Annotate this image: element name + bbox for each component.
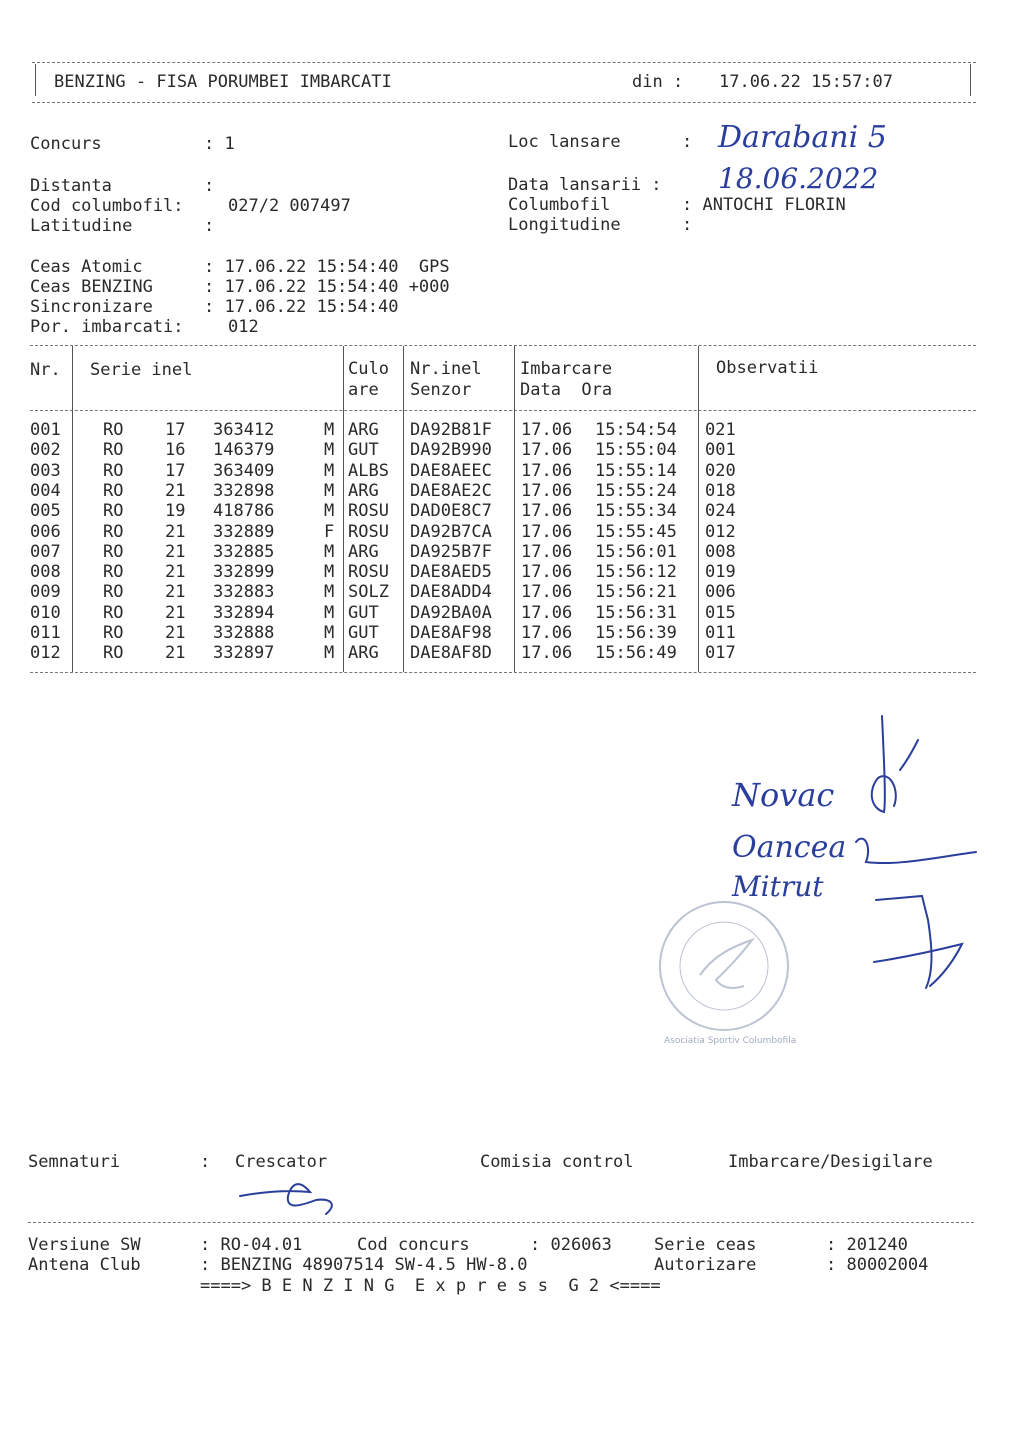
- row-obs: 020: [705, 460, 736, 481]
- row-culoare: SOLZ: [348, 582, 389, 603]
- ceas-benzing-value: : 17.06.22 15:54:40 +000: [204, 277, 450, 297]
- row-nr: 012: [30, 643, 61, 664]
- th-imbarcare-1: Imbarcare: [520, 359, 613, 379]
- loc-lansare-sep: :: [682, 132, 693, 152]
- row-inel: 363412: [213, 420, 275, 440]
- row-sex: M: [324, 460, 335, 481]
- row-obs: 008: [705, 541, 736, 562]
- row-ora: 15:55:14: [595, 460, 677, 481]
- th-observatii: Observatii: [716, 358, 819, 378]
- row-inel: 332883: [213, 582, 275, 603]
- dove-icon: [700, 940, 752, 988]
- row-an: 17: [165, 420, 186, 440]
- autorizare-label: Autorizare: [654, 1255, 757, 1275]
- handwritten-name-mitrut: Mitrut: [732, 870, 824, 903]
- row-culoare: ARG: [348, 480, 379, 501]
- columbofil-value: : ANTOCHI FLORIN: [682, 195, 846, 215]
- row-an: 21: [165, 582, 186, 603]
- row-inel: 332899: [213, 562, 275, 583]
- row-culoare: ARG: [348, 643, 379, 664]
- semnaturi-sep: :: [200, 1152, 211, 1172]
- th-serie-inel: Serie inel: [90, 360, 193, 380]
- row-sex: M: [324, 440, 335, 461]
- cod-concurs-value: : 026063: [530, 1235, 612, 1255]
- row-nr: 006: [30, 521, 61, 542]
- row-inel: 332897: [213, 643, 275, 664]
- row-data: 17.06: [521, 460, 573, 481]
- row-obs: 015: [705, 602, 736, 623]
- row-ora: 15:55:45: [595, 521, 677, 542]
- antena-club-value: : BENZING 48907514 SW-4.5 HW-8.0: [200, 1255, 528, 1275]
- row-an: 21: [165, 521, 186, 542]
- distanta-value: :: [204, 176, 215, 196]
- th-nrinel-1: Nr.inel: [410, 359, 482, 379]
- data-lansarii-label: Data lansarii :: [508, 175, 662, 195]
- row-tara: RO: [103, 623, 124, 643]
- row-inel: 146379: [213, 440, 275, 461]
- row-sex: M: [324, 602, 335, 623]
- row-inel: 332888: [213, 623, 275, 643]
- th-imbarcare-2: Data Ora: [520, 380, 613, 400]
- row-culoare: ARG: [348, 420, 379, 440]
- row-ora: 15:56:01: [595, 541, 677, 562]
- row-ora: 15:56:21: [595, 582, 677, 603]
- autorizare-value: : 80002004: [826, 1255, 929, 1275]
- row-nr: 007: [30, 541, 61, 562]
- row-senzor: DA92B7CA: [410, 521, 492, 542]
- por-imbarcati-value: 012: [228, 317, 259, 337]
- row-data: 17.06: [521, 623, 573, 643]
- row-obs: 001: [705, 440, 736, 461]
- header-date-label: din :: [632, 72, 684, 92]
- signature-novac-tail: [900, 740, 918, 770]
- row-nr: 008: [30, 562, 61, 583]
- row-obs: 021: [705, 420, 736, 440]
- row-nr: 005: [30, 501, 61, 522]
- row-inel: 418786: [213, 501, 275, 522]
- ceas-atomic-label: Ceas Atomic: [30, 257, 143, 277]
- row-nr: 001: [30, 420, 61, 440]
- club-stamp: [660, 902, 788, 1030]
- row-tara: RO: [103, 562, 124, 583]
- row-ora: 15:54:54: [595, 420, 677, 440]
- handwritten-name-novac: Novac: [732, 776, 835, 814]
- stamp-text: Asociatia Sportiv Columbofila: [664, 1036, 797, 1046]
- row-nr: 009: [30, 582, 61, 603]
- row-culoare: GUT: [348, 440, 379, 461]
- por-imbarcati-label: Por. imbarcati:: [30, 317, 184, 337]
- row-tara: RO: [103, 541, 124, 562]
- row-obs: 011: [705, 623, 736, 643]
- row-senzor: DAE8AEEC: [410, 460, 492, 481]
- signature-7-cross: [874, 944, 962, 986]
- handwritten-name-oancea: Oancea: [732, 830, 847, 865]
- row-sex: M: [324, 541, 335, 562]
- sincronizare-value: : 17.06.22 15:54:40: [204, 297, 399, 317]
- semnaturi-label: Semnaturi: [28, 1152, 121, 1172]
- row-ora: 15:55:24: [595, 480, 677, 501]
- signature-7-stroke: [876, 896, 932, 988]
- row-inel: 332898: [213, 480, 275, 501]
- concurs-label: Concurs: [30, 134, 102, 154]
- data-lansarii-handwritten: 18.06.2022: [718, 162, 879, 195]
- row-culoare: ROSU: [348, 562, 389, 583]
- row-senzor: DAE8ADD4: [410, 582, 492, 603]
- row-culoare: ALBS: [348, 460, 389, 481]
- row-sex: M: [324, 562, 335, 583]
- row-tara: RO: [103, 480, 124, 501]
- ceas-atomic-value: : 17.06.22 15:54:40 GPS: [204, 257, 450, 277]
- row-sex: M: [324, 480, 335, 501]
- latitudine-label: Latitudine: [30, 216, 133, 236]
- header-date-value: 17.06.22 15:57:07: [719, 72, 893, 92]
- row-sex: M: [324, 643, 335, 664]
- row-obs: 006: [705, 582, 736, 603]
- th-culoare-2: are: [348, 380, 379, 400]
- row-nr: 002: [30, 440, 61, 461]
- serie-ceas-label: Serie ceas: [654, 1235, 757, 1255]
- row-nr: 011: [30, 623, 61, 643]
- document-title: BENZING - FISA PORUMBEI IMBARCATI: [54, 72, 392, 92]
- row-inel: 332885: [213, 541, 275, 562]
- footer-rule: [28, 1222, 974, 1223]
- row-an: 21: [165, 541, 186, 562]
- row-obs: 024: [705, 501, 736, 522]
- semnaturi-crescator: Crescator: [235, 1152, 328, 1172]
- row-senzor: DAE8AE2C: [410, 480, 492, 501]
- row-data: 17.06: [521, 501, 573, 522]
- signature-oancea-mark: [856, 839, 976, 863]
- row-data: 17.06: [521, 420, 573, 440]
- cod-concurs-label: Cod concurs: [357, 1235, 470, 1255]
- row-culoare: GUT: [348, 623, 379, 643]
- serie-ceas-value: : 201240: [826, 1235, 908, 1255]
- row-data: 17.06: [521, 440, 573, 461]
- row-sex: M: [324, 582, 335, 603]
- columbofil-label: Columbofil: [508, 195, 611, 215]
- ceas-benzing-label: Ceas BENZING: [30, 277, 153, 297]
- row-obs: 018: [705, 480, 736, 501]
- row-an: 16: [165, 440, 186, 461]
- row-ora: 15:55:04: [595, 440, 677, 461]
- row-an: 21: [165, 623, 186, 643]
- sincronizare-label: Sincronizare: [30, 297, 153, 317]
- row-nr: 003: [30, 460, 61, 481]
- row-obs: 017: [705, 643, 736, 664]
- row-inel: 363409: [213, 460, 275, 481]
- row-ora: 15:56:12: [595, 562, 677, 583]
- semnaturi-comisia: Comisia control: [480, 1152, 634, 1172]
- distanta-label: Distanta: [30, 176, 112, 196]
- row-inel: 332894: [213, 602, 275, 623]
- row-tara: RO: [103, 582, 124, 603]
- row-nr: 010: [30, 602, 61, 623]
- row-an: 19: [165, 501, 186, 522]
- row-senzor: DA92B81F: [410, 420, 492, 440]
- row-data: 17.06: [521, 562, 573, 583]
- row-sex: M: [324, 623, 335, 643]
- cod-columbofil-label: Cod columbofil:: [30, 196, 184, 216]
- row-data: 17.06: [521, 521, 573, 542]
- th-nrinel-2: Senzor: [410, 380, 472, 400]
- benzing-express-banner: ====> B E N Z I N G E x p r e s s G 2 <====: [200, 1276, 661, 1296]
- row-tara: RO: [103, 643, 124, 664]
- signature-novac-mark: [872, 716, 896, 812]
- row-data: 17.06: [521, 602, 573, 623]
- row-culoare: ROSU: [348, 501, 389, 522]
- antena-club-label: Antena Club: [28, 1255, 141, 1275]
- row-tara: RO: [103, 602, 124, 623]
- row-ora: 15:56:49: [595, 643, 677, 664]
- row-tara: RO: [103, 440, 124, 461]
- loc-lansare-handwritten: Darabani 5: [718, 120, 887, 155]
- loc-lansare-label: Loc lansare: [508, 132, 621, 152]
- th-culoare-1: Culo: [348, 359, 389, 379]
- row-sex: F: [324, 521, 335, 542]
- longitudine-label: Longitudine: [508, 215, 621, 235]
- row-tara: RO: [103, 521, 124, 542]
- row-culoare: GUT: [348, 602, 379, 623]
- row-an: 21: [165, 562, 186, 583]
- signature-crescator: [240, 1184, 332, 1214]
- row-tara: RO: [103, 460, 124, 481]
- concurs-value: : 1: [204, 134, 235, 154]
- row-tara: RO: [103, 420, 124, 440]
- row-ora: 15:55:34: [595, 501, 677, 522]
- row-obs: 019: [705, 562, 736, 583]
- row-senzor: DAE8AF98: [410, 623, 492, 643]
- row-obs: 012: [705, 521, 736, 542]
- row-an: 17: [165, 460, 186, 481]
- row-culoare: ROSU: [348, 521, 389, 542]
- row-senzor: DA92BA0A: [410, 602, 492, 623]
- row-culoare: ARG: [348, 541, 379, 562]
- row-data: 17.06: [521, 643, 573, 664]
- row-senzor: DAD0E8C7: [410, 501, 492, 522]
- versiune-sw-value: : RO-04.01: [200, 1235, 303, 1255]
- row-nr: 004: [30, 480, 61, 501]
- row-an: 21: [165, 643, 186, 664]
- versiune-sw-label: Versiune SW: [28, 1235, 141, 1255]
- row-senzor: DA92B990: [410, 440, 492, 461]
- row-data: 17.06: [521, 480, 573, 501]
- longitudine-value: :: [682, 215, 693, 235]
- latitudine-value: :: [204, 216, 215, 236]
- th-nr: Nr.: [30, 360, 61, 380]
- row-ora: 15:56:39: [595, 623, 677, 643]
- row-an: 21: [165, 602, 186, 623]
- row-inel: 332889: [213, 521, 275, 542]
- row-sex: M: [324, 420, 335, 440]
- row-data: 17.06: [521, 582, 573, 603]
- row-sex: M: [324, 501, 335, 522]
- row-senzor: DAE8AF8D: [410, 643, 492, 664]
- semnaturi-imbarcare: Imbarcare/Desigilare: [728, 1152, 933, 1172]
- row-senzor: DA925B7F: [410, 541, 492, 562]
- cod-columbofil-value: 027/2 007497: [228, 196, 351, 216]
- row-an: 21: [165, 480, 186, 501]
- row-ora: 15:56:31: [595, 602, 677, 623]
- row-tara: RO: [103, 501, 124, 522]
- row-senzor: DAE8AED5: [410, 562, 492, 583]
- row-data: 17.06: [521, 541, 573, 562]
